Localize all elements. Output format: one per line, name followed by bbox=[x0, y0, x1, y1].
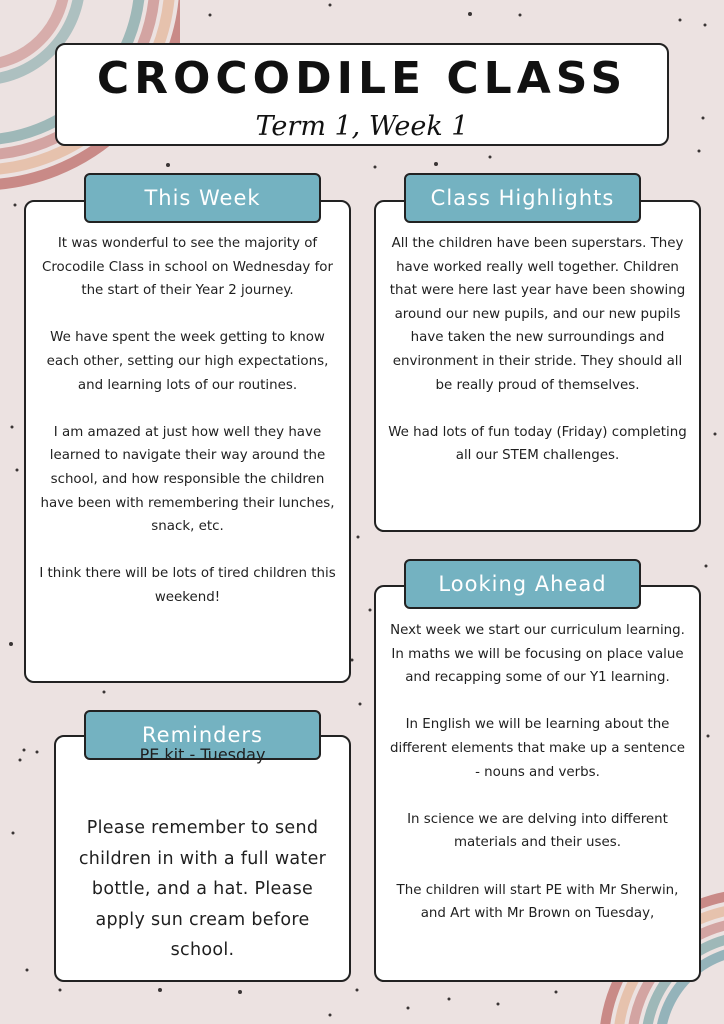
this-week-paragraph: I am amazed at just how well they have learned to navigate their way around the school, and how responsible the children have been with remembering their lunches, snack, etc. bbox=[40, 424, 335, 535]
pe-kit-reminder: PE kit - Tuesday bbox=[139, 745, 266, 764]
class-highlights-heading: Class Highlights bbox=[404, 173, 641, 223]
looking-ahead-heading: Looking Ahead bbox=[404, 559, 641, 609]
highlights-paragraph: All the children have been superstars. They have worked really well together. Children that were here last year have been showing around our new pupils, and our new pupils have taken the new surroundings and environment in their stride. They should all be really proud of themselves. bbox=[389, 236, 686, 393]
looking-ahead-paragraph: In English we will be learning about the different elements that make up a sentence - nouns and verbs. bbox=[389, 717, 686, 780]
looking-ahead-paragraph: The children will start PE with Mr Sherwin, and Art with Mr Brown on Tuesday, bbox=[396, 882, 679, 922]
looking-ahead-paragraph: In science we are delving into different materials and their uses. bbox=[407, 811, 668, 851]
class-highlights-text bbox=[386, 232, 689, 468]
this-week-card bbox=[24, 200, 351, 683]
this-week-paragraph: We have spent the week getting to know each other, setting our high expectations, and learning lots of our routines. bbox=[46, 330, 329, 393]
this-week-paragraph: It was wonderful to see the majority of Crocodile Class in school on Wednesday for the start of their Year 2 journey. bbox=[41, 236, 333, 299]
class-highlights-card bbox=[374, 200, 701, 532]
page-subtitle: Term 1, Week 1 bbox=[255, 111, 469, 142]
this-week-text bbox=[36, 232, 339, 610]
highlights-paragraph: We had lots of fun today (Friday) completing all our STEM challenges. bbox=[388, 424, 687, 464]
looking-ahead-card bbox=[374, 585, 701, 982]
this-week-paragraph: I think there will be lots of tired children this weekend! bbox=[39, 566, 336, 605]
page-title: CROCODILE CLASS bbox=[96, 53, 628, 104]
reminders-heading: Reminders bbox=[84, 710, 321, 760]
looking-ahead-text bbox=[386, 619, 689, 926]
reminders-card bbox=[54, 735, 351, 982]
title-card bbox=[55, 43, 669, 146]
looking-ahead-paragraph: Next week we start our curriculum learning. In maths we will be focusing on place value and recapping some of our Y1 learning. bbox=[390, 623, 685, 686]
reminders-note: Please remember to send children in with a full water bottle, and a hat. Please apply sun cream before school. bbox=[78, 818, 327, 960]
this-week-heading: This Week bbox=[84, 173, 321, 223]
